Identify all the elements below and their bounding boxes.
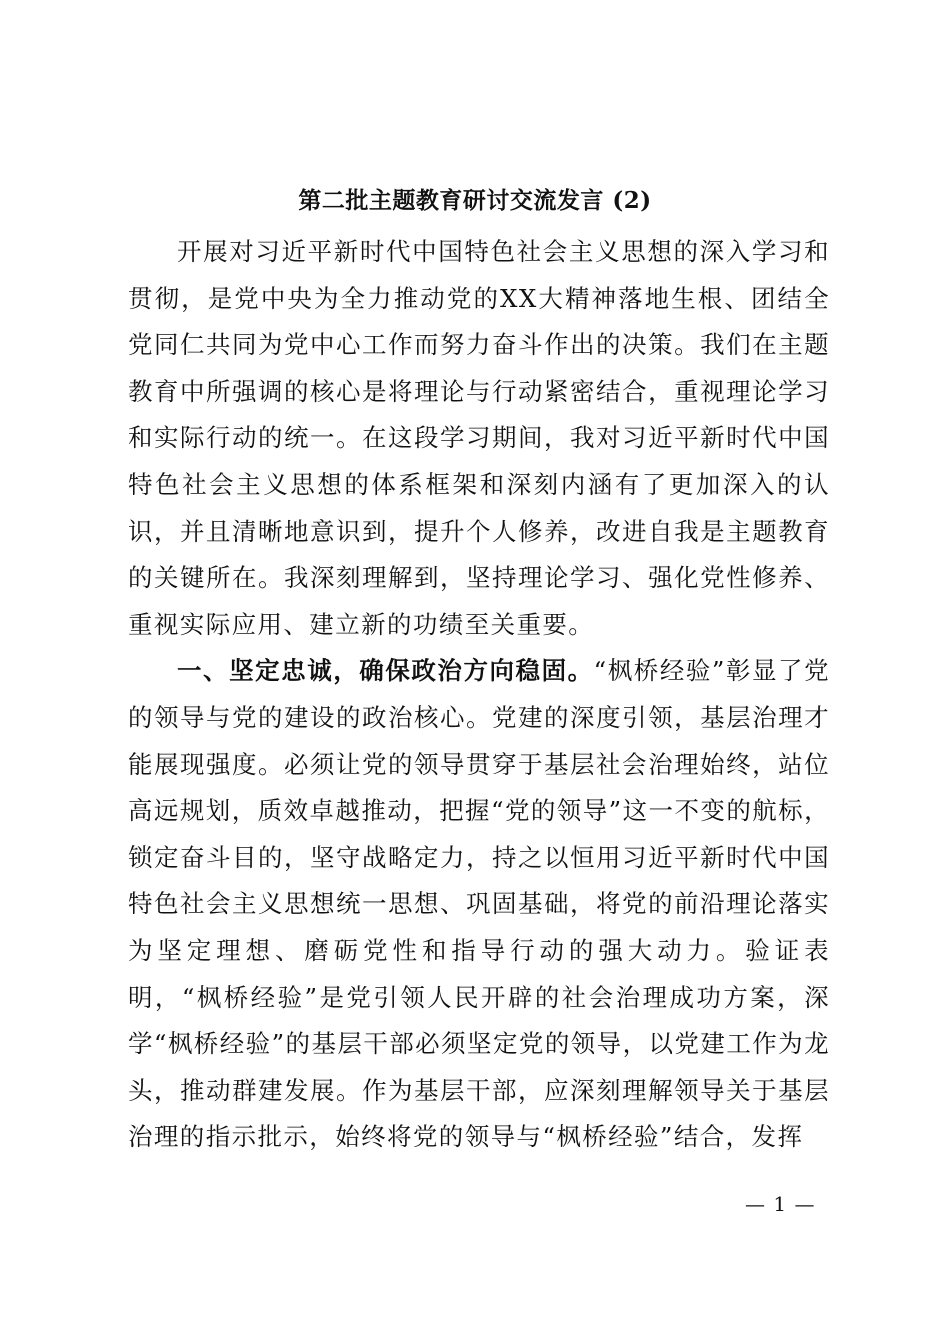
section-one-heading: 一、坚定忠诚，确保政治方向稳固。 bbox=[177, 656, 594, 686]
paragraph-section-one bbox=[128, 648, 830, 1161]
document-title: 第二批主题教育研讨交流发言 (2) bbox=[298, 187, 652, 214]
document-body bbox=[128, 229, 830, 1161]
paragraph-intro-text: 开展对习近平新时代中国特色社会主义思想的深入学习和贯彻，是党中央为全力推动党的XX大精神落地生根、团结全党同仁共同为党中心工作而努力奋斗作出的决策。我们在主题教育中所强调的核心是将理论与行动紧密结合，重视理论学习和实际行动的统一。在这段学习期间，我对习近平新时代中国特色社会主义思想的体系框架和深刻内涵有了更加深入的认识，并且清晰地意识到，提升个人修养，改进自我是主题教育的关键所在。我深刻理解到，坚持理论学习、强化党性修养、重视实际应用、建立新的功绩至关重要。 bbox=[128, 237, 830, 639]
paragraph-section-one-text: “枫桥经验”彰显了党的领导与党的建设的政治核心。党建的深度引领，基层治理才能展现强度。必须让党的领导贯穿于基层社会治理始终，站位高远规划，质效卓越推动，把握“党的领导”这一不变的航标，锁定奋斗目的，坚守战略定力，持之以恒用习近平新时代中国特色社会主义思想统一思想、巩固基础，将党的前沿理论落实为坚定理想、磨砺党性和指导行动的强大动力。验证表明，“枫桥经验”是党引领人民开辟的社会治理成功方案，深学“枫桥经验”的基层干部必须坚定党的领导，以党建工作为龙头，推动群建发展。作为基层干部，应深刻理解领导关于基层治理的指示批示，始终将党的领导与“枫桥经验”结合，发挥 bbox=[128, 656, 830, 1152]
paragraph-intro bbox=[128, 229, 830, 648]
page-number: — 1 — bbox=[745, 1192, 816, 1216]
